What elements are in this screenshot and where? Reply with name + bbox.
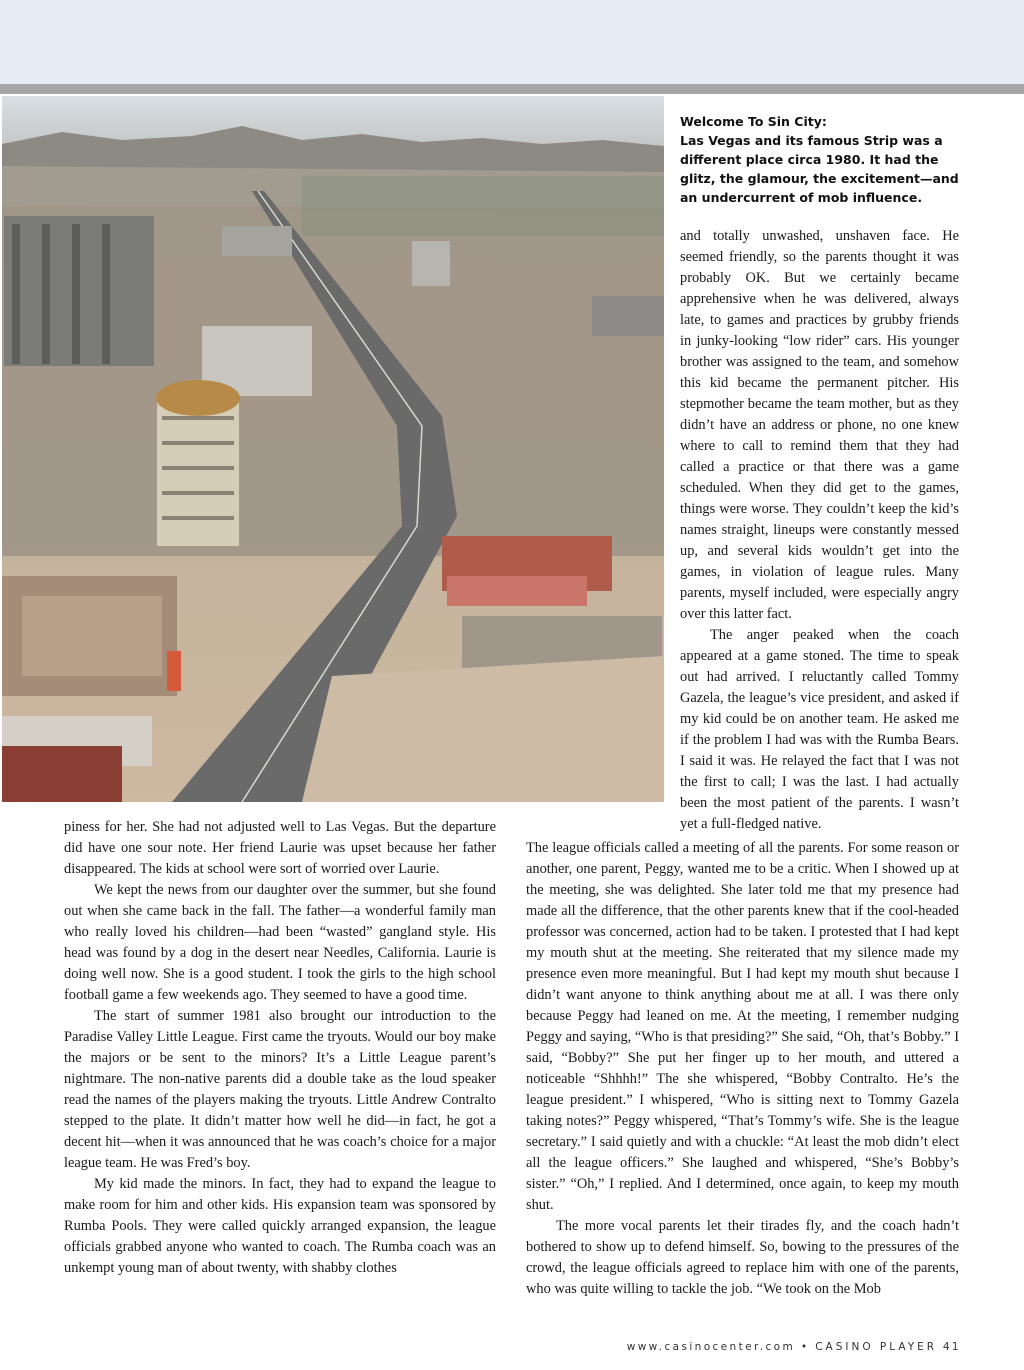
paragraph: The league officials called a meeting of all the parents. For some reason or another, one parent, Peggy, wanted me to be a critic. When I showed up at the meeting, she was delighted. She later told me that my presence had made all the difference, that the other parents knew that if the cool-headed professor was concerned, action had to be taken. I protested that I had kept my mouth shut at the meeting. She reiterated that my silence made my presence even more meaningful. But I had kept my mouth shut because I didn’t want anyone to think anything about me at all. I was there only because Peggy had leaned on me. At the meeting, I remember nudging Peggy and saying, “Who is that presiding?” She said, “Oh, that’s Bobby.” I said, “Bobby?” She put her finger up to her mouth, and uttered a noticeable “Shhhh!” The she whispered, “Bobby Contralto. He’s the league president.” I whispered, “Who is sitting next to Tommy Gazela taking notes?” Peggy whispered, “That’s Tommy’s wife. She is the league secretary.” I said quietly and with a chuckle: “At least the mob didn’t elect all the league officers.” She laughed and whispered, “She’s Bobby’s sister.” “Oh,” I replied. And I determined, once again, to keep my mouth shut. bbox=[526, 840, 959, 1213]
paragraph: piness for her. She had not adjusted well to Las Vegas. But the departure did have one sour note. Her friend Laurie was upset because her father disappeared. The kids at school were sort of worried over Laurie. bbox=[64, 819, 496, 877]
footer-url: www.casinocenter.com bbox=[626, 1341, 796, 1353]
header-rule bbox=[0, 84, 1024, 94]
footer-magazine-name: CASINO PLAYER bbox=[815, 1341, 938, 1353]
article-column-right-top bbox=[680, 226, 959, 835]
paragraph: The start of summer 1981 also brought our introduction to the Paradise Valley Little League. First came the tryouts. Would our boy make the majors or be sent to the minors? It’s a Little League parent’s nightmare. The non-native parents did a double take as the loud speaker read the names of the players making the tryouts. Little Andrew Contralto stepped to the plate. It didn’t matter how well he did—in fact, he got a decent hit—when it was announced that he was coach’s choice for a major league team. He was Fred’s boy. bbox=[64, 1008, 496, 1171]
header-band bbox=[0, 0, 1024, 84]
caption-body: Las Vegas and its famous Strip was a different place circa 1980. It had the glitz, the glamour, the excitement—and an undercurrent of mob influence. bbox=[680, 133, 959, 205]
footer-separator: • bbox=[800, 1341, 810, 1353]
paragraph: The more vocal parents let their tirades fly, and the coach hadn’t bothered to show up to defend himself. So, bowing to the pressures of the crowd, the league officials agreed to replace him with one of the parents, who was quite willing to tackle the job. “We took on the Mob bbox=[526, 1218, 959, 1297]
paragraph: My kid made the minors. In fact, they had to expand the league to make room for him and other kids. His expansion team was sponsored by Rumba Pools. They were called quickly arranged expansion, the league officials grabbed anyone who wanted to coach. The Rumba coach was an unkempt young man of about twenty, with shabby clothes bbox=[64, 1176, 496, 1276]
photo-caption bbox=[680, 112, 970, 207]
article-column-right-bottom bbox=[526, 838, 959, 1300]
paragraph: We kept the news from our daughter over the summer, but she found out when she came back in the fall. The father—a wonderful family man who really loved his children—had been “wasted” gangland style. His head was found by a dog in the desert near Needles, California. Laurie is doing well now. She is a good student. I took the girls to the high school football game a few weekends ago. They seemed to have a good time. bbox=[64, 882, 496, 1003]
paragraph: and totally unwashed, unshaven face. He seemed friendly, so the parents thought it was probably OK. But we certainly became apprehensive when he was delivered, always late, to games and practices by grubby friends in junky-looking “low rider” cars. His younger brother was assigned to the team, and somehow this kid became the permanent pitcher. His stepmother became the team mother, but as they didn’t have an address or phone, no one knew where to call to remind them that they had called a practice or that there was a game scheduled. When they did get to the games, things were worse. They couldn’t keep the kid’s names straight, lineups were constantly messed up, and several kids wouldn’t get into the games, in violation of league rules. Many parents, myself included, were especially angry over this latter fact. bbox=[680, 228, 959, 622]
page-footer bbox=[526, 1341, 961, 1353]
aerial-photo-illustration bbox=[2, 96, 664, 802]
caption-title: Welcome To Sin City: bbox=[680, 114, 827, 129]
article-column-left bbox=[64, 817, 496, 1279]
paragraph: The anger peaked when the coach appeared at a game stoned. The time to speak out had arrived. I reluctantly called Tommy Gazela, the league’s vice president, and asked if my kid could be on another team. He asked me if the problem I had was with the Rumba Bears. I said it was. He relayed the fact that I was not the first to call; I was the last. I had actually been the most patient of the parents. I wasn’t yet a full-fledged native. bbox=[680, 627, 959, 832]
page-number: 41 bbox=[942, 1341, 961, 1353]
strip-aerial-photo bbox=[2, 96, 664, 802]
